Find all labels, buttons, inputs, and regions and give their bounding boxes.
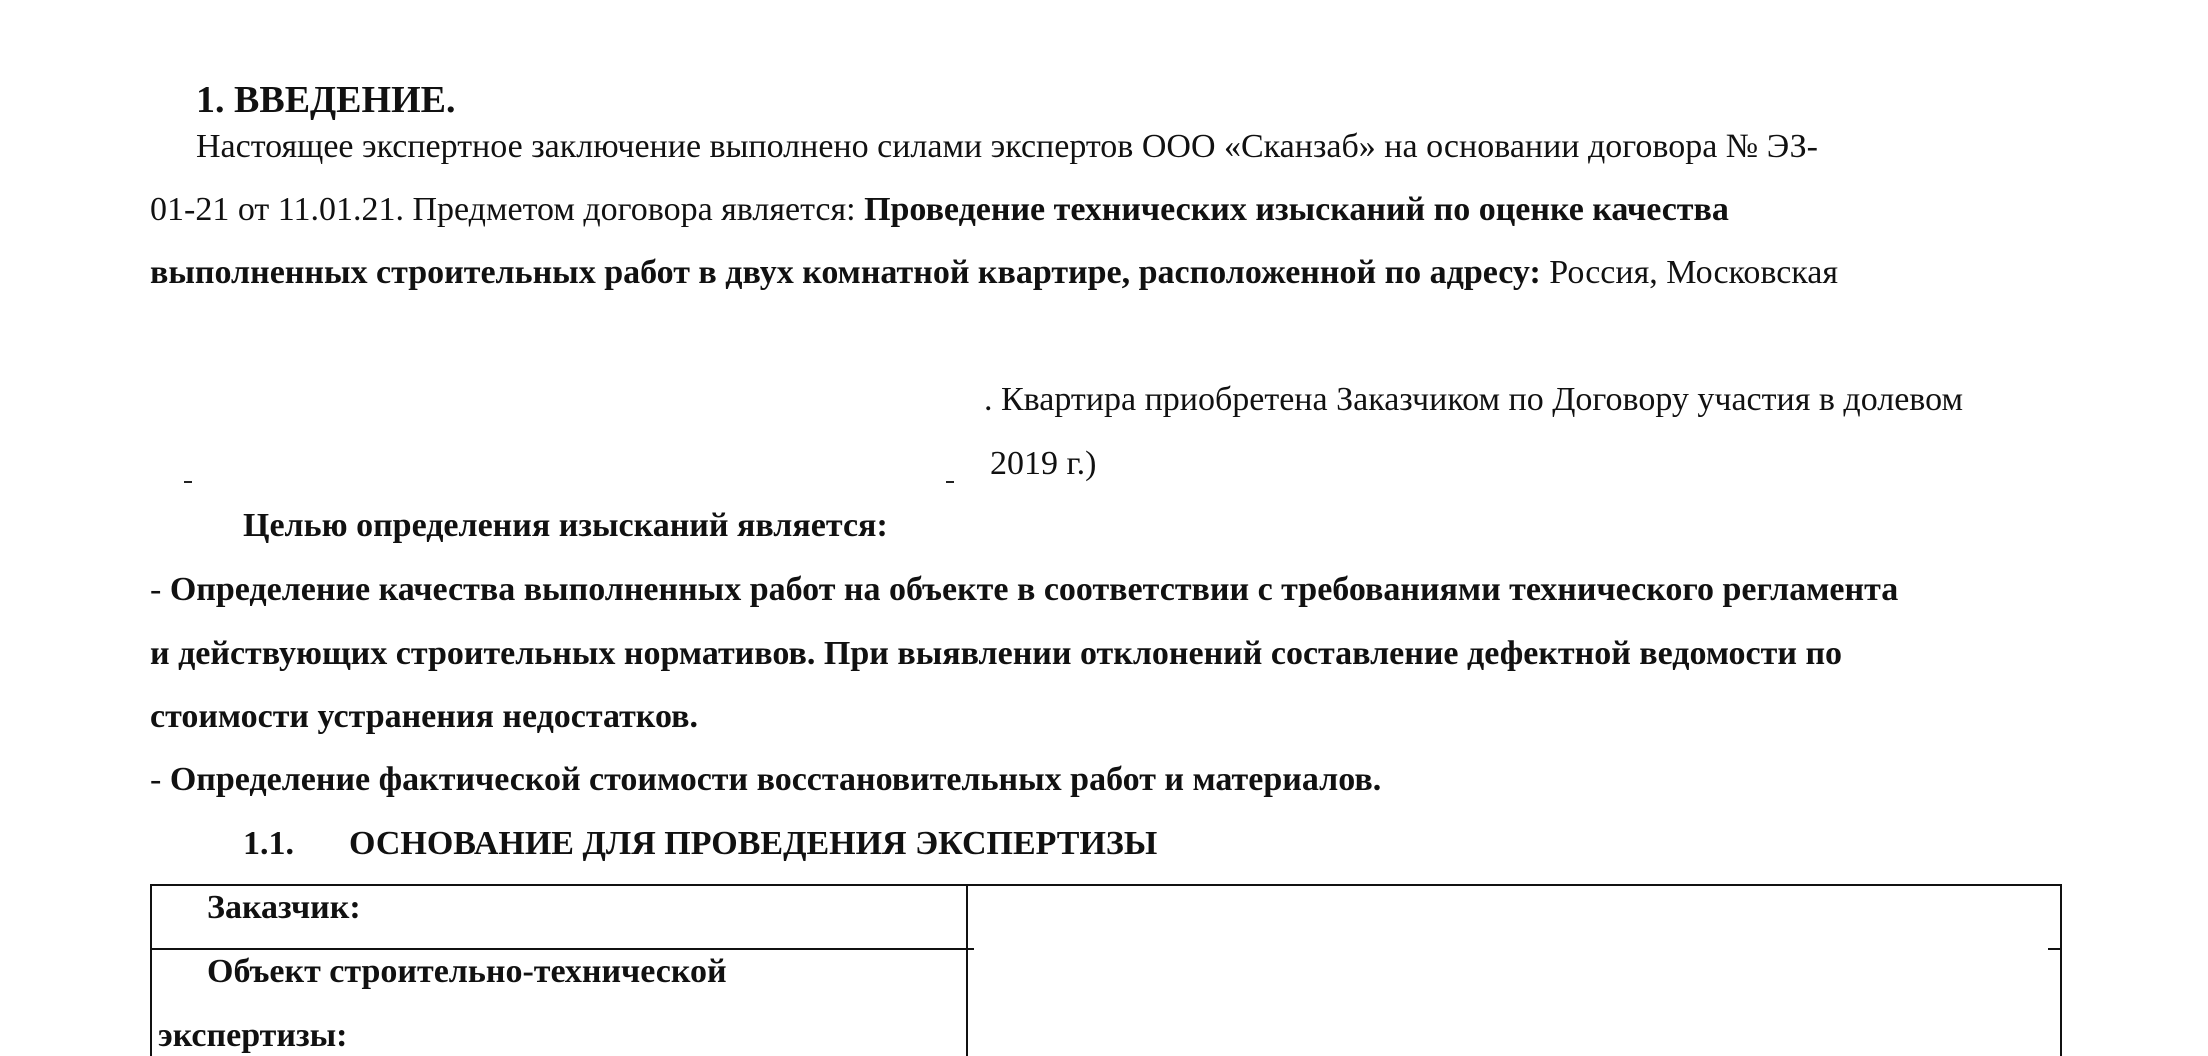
intro-line-4: . Квартира приобретена Заказчиком по Договору участия в долевом bbox=[984, 381, 1963, 418]
goal-item-1-line-1 bbox=[150, 570, 1898, 610]
goal-item-1-dash: - bbox=[150, 571, 170, 608]
section-heading bbox=[196, 80, 456, 120]
subsection-number: 1.1. bbox=[243, 825, 294, 862]
intro-line-5: 2019 г.) bbox=[990, 445, 1097, 482]
section-title: ВВЕДЕНИЕ. bbox=[234, 79, 456, 121]
goal-item-1-line-2: и действующих строительных нормативов. При выявлении отклонений составление дефектной ведомости по bbox=[150, 635, 1843, 672]
section-number: 1. bbox=[196, 79, 225, 121]
table-right-tick bbox=[2048, 948, 2062, 950]
contract-subject: Проведение технических изысканий по оценке качества bbox=[864, 191, 1729, 228]
table-border-top bbox=[150, 884, 2062, 886]
table-column-divider bbox=[966, 884, 968, 1056]
intro-line-3 bbox=[150, 253, 1838, 293]
customer-label: Заказчик: bbox=[207, 889, 361, 926]
subsection-title: ОСНОВАНИЕ ДЛЯ ПРОВЕДЕНИЯ ЭКСПЕРТИЗЫ bbox=[349, 825, 1158, 862]
goal-item-1-line-3: стоимости устранения недостатков. bbox=[150, 698, 698, 735]
redaction-mark-right bbox=[946, 481, 954, 483]
goal-item-2-text: Определение фактической стоимости восстановительных работ и материалов. bbox=[169, 761, 1382, 798]
redaction-mark-left bbox=[184, 481, 192, 483]
subsection-heading bbox=[243, 824, 1157, 864]
intro-line-2 bbox=[150, 190, 1729, 230]
object-label-line-2: экспертизы: bbox=[158, 1017, 348, 1054]
address-start: Россия, Московская bbox=[1549, 254, 1839, 291]
goal-item-1-text: Определение качества выполненных работ на объекте в соответствии с требованиями технического регламента bbox=[169, 571, 1899, 608]
object-label-line-1: Объект строительно-технической bbox=[207, 953, 727, 990]
intro-line-1: Настоящее экспертное заключение выполнено силами экспертов ООО «Сканзаб» на основании договора № ЭЗ- bbox=[196, 128, 1818, 165]
table-border-left bbox=[150, 884, 152, 1056]
goal-title: Целью определения изысканий является: bbox=[243, 507, 888, 544]
contract-subject-continued: выполненных строительных работ в двух комнатной квартире, расположенной по адресу: bbox=[150, 254, 1550, 291]
goal-item-2-dash: - bbox=[150, 761, 170, 798]
intro-line-2-text: 01-21 от 11.01.21. Предметом договора является: bbox=[150, 191, 865, 228]
goal-item-2 bbox=[150, 760, 1381, 800]
table-row-divider bbox=[150, 948, 974, 950]
table-border-right bbox=[2060, 884, 2062, 1056]
